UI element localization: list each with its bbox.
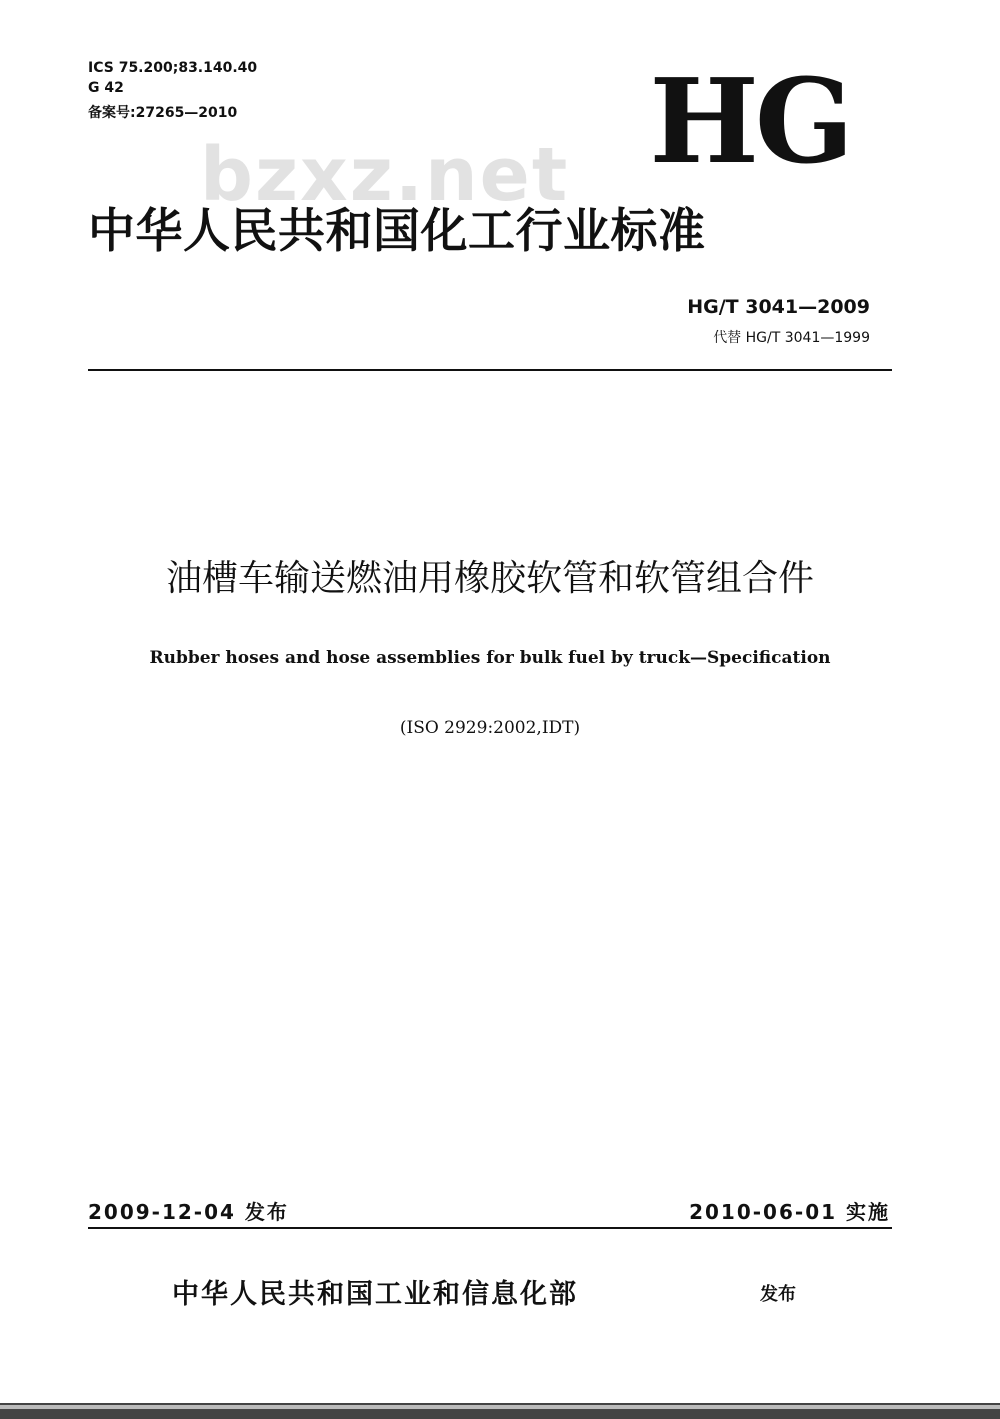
scan-border-highlight — [0, 1405, 1000, 1409]
ccs-code: G 42 — [88, 80, 124, 96]
ics-code: ICS 75.200;83.140.40 — [88, 60, 258, 76]
divider-top — [88, 369, 892, 371]
iso-reference: (ISO 2929:2002,IDT) — [399, 718, 581, 738]
document-title-cn: 油槽车输送燃油用橡胶软管和软管组合件 — [165, 558, 814, 599]
effective-date: 2010-06-01 实施 — [689, 1200, 890, 1224]
divider-bottom — [88, 1227, 892, 1229]
filing-number: 备案号:27265—2010 — [88, 105, 238, 121]
hg-logo: HG — [649, 54, 850, 190]
document-title-en: Rubber hoses and hose assemblies for bulk fuel by truck—Specification — [149, 648, 831, 668]
replaces-standard: 代替 HG/T 3041—1999 — [713, 330, 870, 346]
issue-date: 2009-12-04 发布 — [88, 1200, 289, 1224]
watermark: bzxz.net — [200, 132, 570, 218]
issuing-authority: 中华人民共和国工业和信息化部 — [172, 1279, 578, 1310]
issuing-label: 发布 — [760, 1284, 796, 1305]
standard-title: 中华人民共和国化工行业标准 — [88, 204, 706, 259]
standard-number: HG/T 3041—2009 — [687, 296, 870, 318]
